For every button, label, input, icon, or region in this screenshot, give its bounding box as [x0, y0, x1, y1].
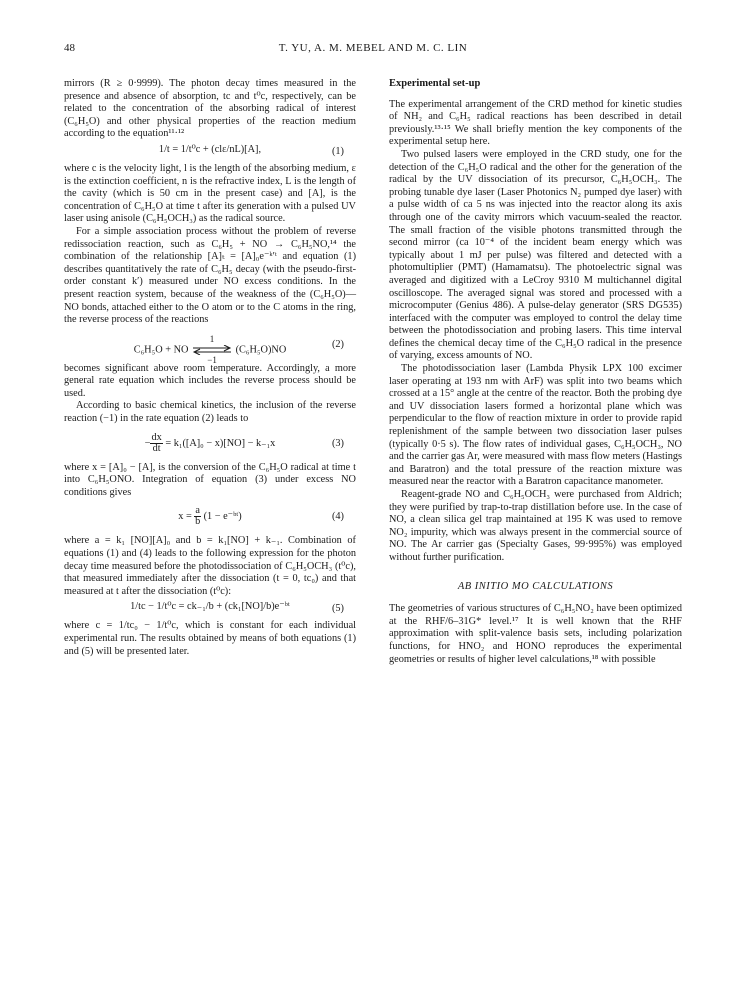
equation-1	[64, 144, 356, 160]
paragraph: The geometries of various structures of C₆H₅NO₂ have been optimized at the RHF/6–31G* level.¹⁷ It is well known that the RHF approximation with split-valence basis sets, including polarization functions, for HNO₂ and HONO reproduces the experimental geometries or results of higher level calculations,¹⁸ with possible	[389, 603, 682, 665]
equation-4	[64, 502, 356, 532]
equation-number: (2)	[331, 338, 344, 350]
equation-number: (5)	[331, 603, 344, 615]
paragraph: The experimental arrangement of the CRD method for kinetic studies of NH₂ and C₆H₅ radical reactions has been described in detail previously.¹³·¹⁵ We shall briefly mention the key components of the experimental setup here.	[389, 98, 682, 148]
equation-lhs: C₆H₅O + NO	[133, 344, 189, 356]
equation-3: − $\frac{dx}{dt}$ = k₁([A]₀ − x)[NO] − k₋₁x (3)	[144, 431, 344, 454]
fraction-a-b: $\frac{a}{b}$	[195, 505, 201, 528]
paragraph: where a = k₁ [NO][A]₀ and b = k₁[NO] + k₋₁. Combination of equations (1) and (4) leads to the following expression for the photon decay time measured before the photodissociation of C₆H₅OCH₃ (t⁰c), that measured immediately after the dissociation (t = 0, tc₀) and that measured at t after the dissociation (t⁰c):	[64, 535, 356, 597]
paragraph: where x = [A]₀ − [A], is the conversion of the C₆H₅O radical at time t into C₆H₅ONO. Integration of equation (3) under excess NO conditions gives	[64, 461, 356, 498]
equation-rhs: (C₆H₅O)NO	[235, 344, 287, 356]
equation-lhs: x =	[178, 511, 192, 523]
equation-expression: (1 − e⁻ᵇᵗ)	[203, 511, 242, 523]
paragraph: mirrors (R ≥ 0·9999). The photon decay times measured in the presence and absence of absorption, tc and t⁰c, respectively, can be related to the concentration of the absorbing radical of interest (C₆H₅O) and other physical properties of the reaction medium according to the equation¹¹·¹²	[64, 78, 356, 140]
paragraph: where c = 1/tc₀ − 1/t⁰c, which is constant for each individual experimental run. The results obtained by means of both equations (1) and (5) will be presented later.	[64, 620, 356, 657]
forward-rate-label: 1	[209, 333, 215, 344]
equation-expression: = k₁([A]₀ − x)[NO] − k₋₁x	[165, 437, 276, 449]
equation-expression: 1/tc − 1/t⁰c = ck₋₁/b + (ck₁[NO]/b)e⁻ᵇᵗ	[130, 601, 290, 613]
paragraph: Reagent-grade NO and C₆H₅OCH₃ were purchased from Aldrich; they were purified by trap-to-trap distillation before use. In the case of NO, a clean silica gel trap maintained at 195 K was used to remove NO₂ impurity, which was always present in the commercial source of NO. The Ar carrier gas (Specialty Gases, 99·995%) was employed without further purification.	[389, 489, 682, 563]
left-column	[64, 78, 356, 658]
page-number: 48	[64, 42, 75, 54]
paragraph: where c is the velocity light, l is the length of the absorbing medium, ε is the extinction coefficient, n is the refractive index, L is the length of the cavity (which is 50 cm in the present case) and [A], is the concentration of C₆H₅O at time t after its generation with a pulsed UV laser using anisole (C₆H₅OCH₃) as the radical source.	[64, 162, 356, 225]
paragraph: The photodissociation laser (Lambda Physik LPX 100 excimer laser operating at 193 nm with ArF) was split into two beams which crossed at a 15° angle at the centre of the reactor. Both the probing dye and UV dissociation lasers formed a horizontal plane which was perpendicular to the flow of reaction mixture in order to provide rapid replenishment of the sample between two dissociation laser pulses (typically 0·5 s). The flow rates of individual gases, C₆H₅OCH₃, NO and the carrier gas Ar, were measured with mass flow meters (Hastings and Baratron) and the total pressure of the reaction mixture was measured near the reactor with a Baratron capacitance manometer.	[389, 363, 682, 488]
paragraph: According to basic chemical kinetics, the inclusion of the reverse reaction (−1) in the rate equation (2) leads to	[64, 400, 356, 425]
equation-2	[64, 330, 356, 365]
equation-expression: 1/t = 1/t⁰c + (clε/nL)[A],	[158, 143, 262, 155]
paragraph: For a simple association process without the problem of reverse redissociation reaction, such as C₆H₅ + NO → C₆H₅NO,¹⁴ the combination of the relationship [A]ₜ = [A]₀e⁻ᵏ′ᵗ and equation (1) describes quantitatively the rate of C₆H₅ decay (with the pseudo-first-order constant k′) measured under NO excess conditions. In the present reaction system, because of the weakness of the (C₆H₅O)—NO bonds, attached either to the O atom or to the C atoms in the ring, the reverse process of the reactions	[64, 225, 356, 326]
right-column	[389, 78, 682, 666]
fraction-dx-dt: $\frac{dx}{dt}$	[151, 431, 162, 454]
equation-number: (3)	[331, 437, 344, 449]
page-header	[64, 42, 682, 58]
reverse-rate-label: −1	[207, 354, 217, 365]
equilibrium-arrow	[191, 333, 233, 365]
section-heading: AB INITIO MO CALCULATIONS	[457, 580, 614, 592]
running-head: T. YU, A. M. MEBEL AND M. C. LIN	[278, 42, 468, 54]
section-heading: Experimental set-up	[389, 78, 481, 89]
equation-number: (4)	[331, 511, 344, 523]
equation-number: (1)	[331, 145, 344, 157]
equation-5	[64, 601, 356, 617]
paragraph: Two pulsed lasers were employed in the CRD study, one for the detection of the C₆H₅O radical and the other for the generation of the radical by the UV dissociation of its precursor, C₆H₅OCH₃. The probing tunable dye laser (Laser Photonics N₂ pumped dye laser) with a pulse width of ca 5 ns was injected into the reactor along its axis through one of the cavity mirrors which vacuum-sealed the reactor. The small fraction of the visible photons transmitted through the second mirror (ca 10⁻⁴ of the incident beam energy which was typically about 1 mJ per pulse) was filtered and detected with a photomultiplier (PMT) (Hamamatsu). The photoelectric signal was averaged and digitized with a LeCroy 9310 M multichannel digital oscilloscope. The averaged signal was stored and processed with a microcomputer (Genius 486). A pulse-delay generator (SRS DG535) interfaced with the computer was employed to control the delay time between the photodissociation and probing lasers. This time interval defines the chemical decay time of the C₆H₅O radical in the presence of varying, excess amounts of NO.	[389, 148, 682, 362]
paragraph: becomes significant above room temperature. Accordingly, a more general rate equation which includes the reverse process should be used.	[64, 362, 356, 399]
